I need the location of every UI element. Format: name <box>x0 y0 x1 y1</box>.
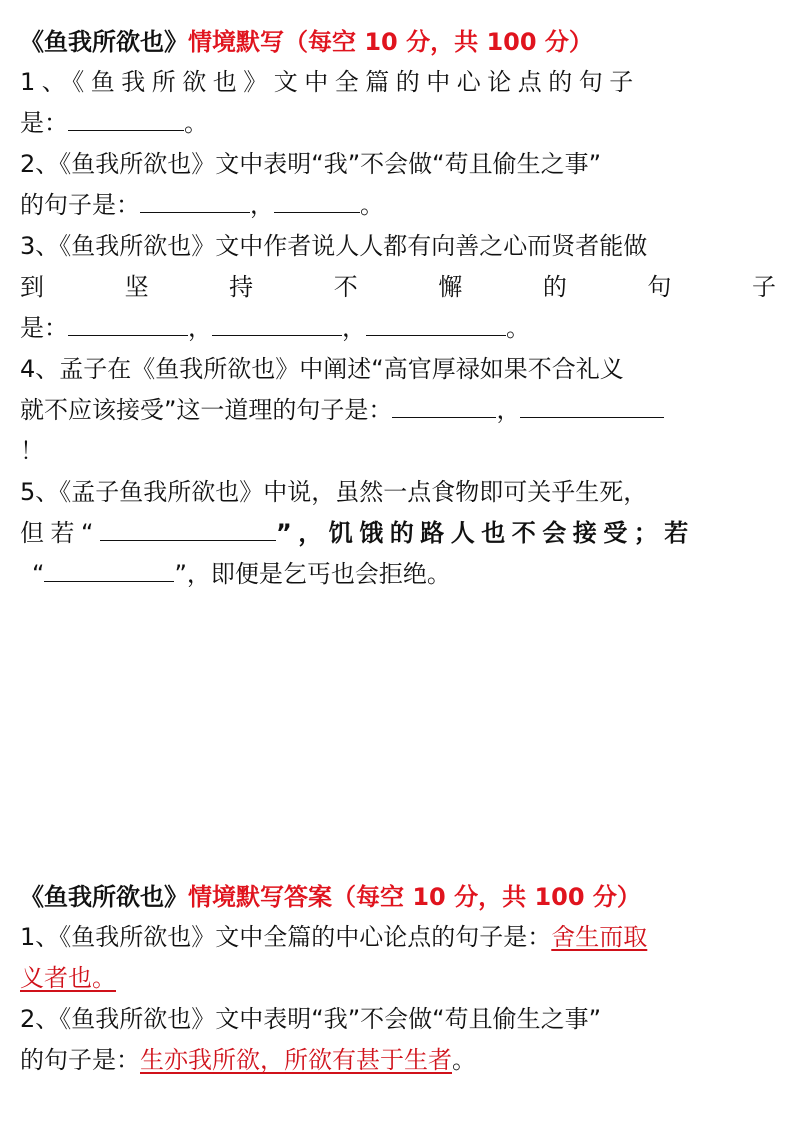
exercise-title <box>20 22 776 62</box>
answer-text: 所欲有甚于生者 <box>284 1046 452 1074</box>
question-5-line-1: 5、《孟子鱼我所欲也》中说，虽然一点食物即可关乎生死， <box>20 478 648 506</box>
question-5-line-2: 但若“ ”，饥饿的路人也不会接受；若 <box>20 519 695 547</box>
question-1-line-1: 1、《鱼我所欲也》文中全篇的中心论点的句子 <box>20 68 640 96</box>
answer-2-line-1: 2、《鱼我所欲也》文中表明“我”不会做“苟且偷生之事” <box>20 1005 602 1033</box>
answer-title-book: 《鱼我所欲也》 <box>20 883 188 911</box>
question-3-line-2: 到 坚 持 不 懈 的 句 子 <box>20 273 776 301</box>
question-4-line-2: 就不应该接受”这一道理的句子是： ， <box>20 390 776 431</box>
answer-title-desc: 情境默写答案（每空 10 分，共 100 分） <box>188 883 641 911</box>
question-5-line-3: “ ”，即便是乞丐也会拒绝。 <box>32 560 451 588</box>
question-3-line-1: 3、《鱼我所欲也》文中作者说人人都有向善之心而贤者能做 <box>20 232 648 260</box>
answer-blank[interactable] <box>44 559 174 582</box>
answer-section <box>20 877 776 1081</box>
answer-2-line-2: 的句子是：生亦我所欲，所欲有甚于生者。 <box>20 1046 476 1074</box>
answer-title <box>20 877 776 917</box>
answer-blank[interactable] <box>100 518 276 541</box>
answer-text: 舍生而取 <box>551 923 648 951</box>
question-1-line-2: 是： 。 <box>20 109 208 137</box>
answer-blank[interactable] <box>140 190 250 213</box>
exercise-title-book: 《鱼我所欲也》 <box>20 28 188 56</box>
question-2-line-1: 2、《鱼我所欲也》文中表明“我”不会做“苟且偷生之事” <box>20 150 602 178</box>
answer-1-line-2 <box>20 958 776 999</box>
question-2-line-2: 的句子是： ， 。 <box>20 191 384 219</box>
answer-text: 义者也。 <box>20 964 116 992</box>
answer-blank[interactable] <box>68 108 184 131</box>
exercise-title-desc: 情境默写（每空 10 分，共 100 分） <box>188 28 593 56</box>
answer-1-line-1: 1、《鱼我所欲也》文中全篇的中心论点的句子是：舍生而取 <box>20 923 648 951</box>
question-4-line-1: 4、孟子在《鱼我所欲也》中阐述“高官厚禄如果不合礼义 <box>20 355 624 383</box>
answer-blank[interactable] <box>392 395 496 418</box>
answer-blank[interactable] <box>212 313 342 336</box>
answer-blank[interactable] <box>274 190 360 213</box>
exercise-section <box>20 22 776 595</box>
answer-blank[interactable] <box>366 313 506 336</box>
question-4-line-3: ！ <box>20 437 44 465</box>
question-3-line-3: 是： ， ， 。 <box>20 314 530 342</box>
answer-blank[interactable] <box>520 395 664 418</box>
answer-blank[interactable] <box>68 313 188 336</box>
answer-text: 生亦我所欲 <box>140 1046 260 1074</box>
